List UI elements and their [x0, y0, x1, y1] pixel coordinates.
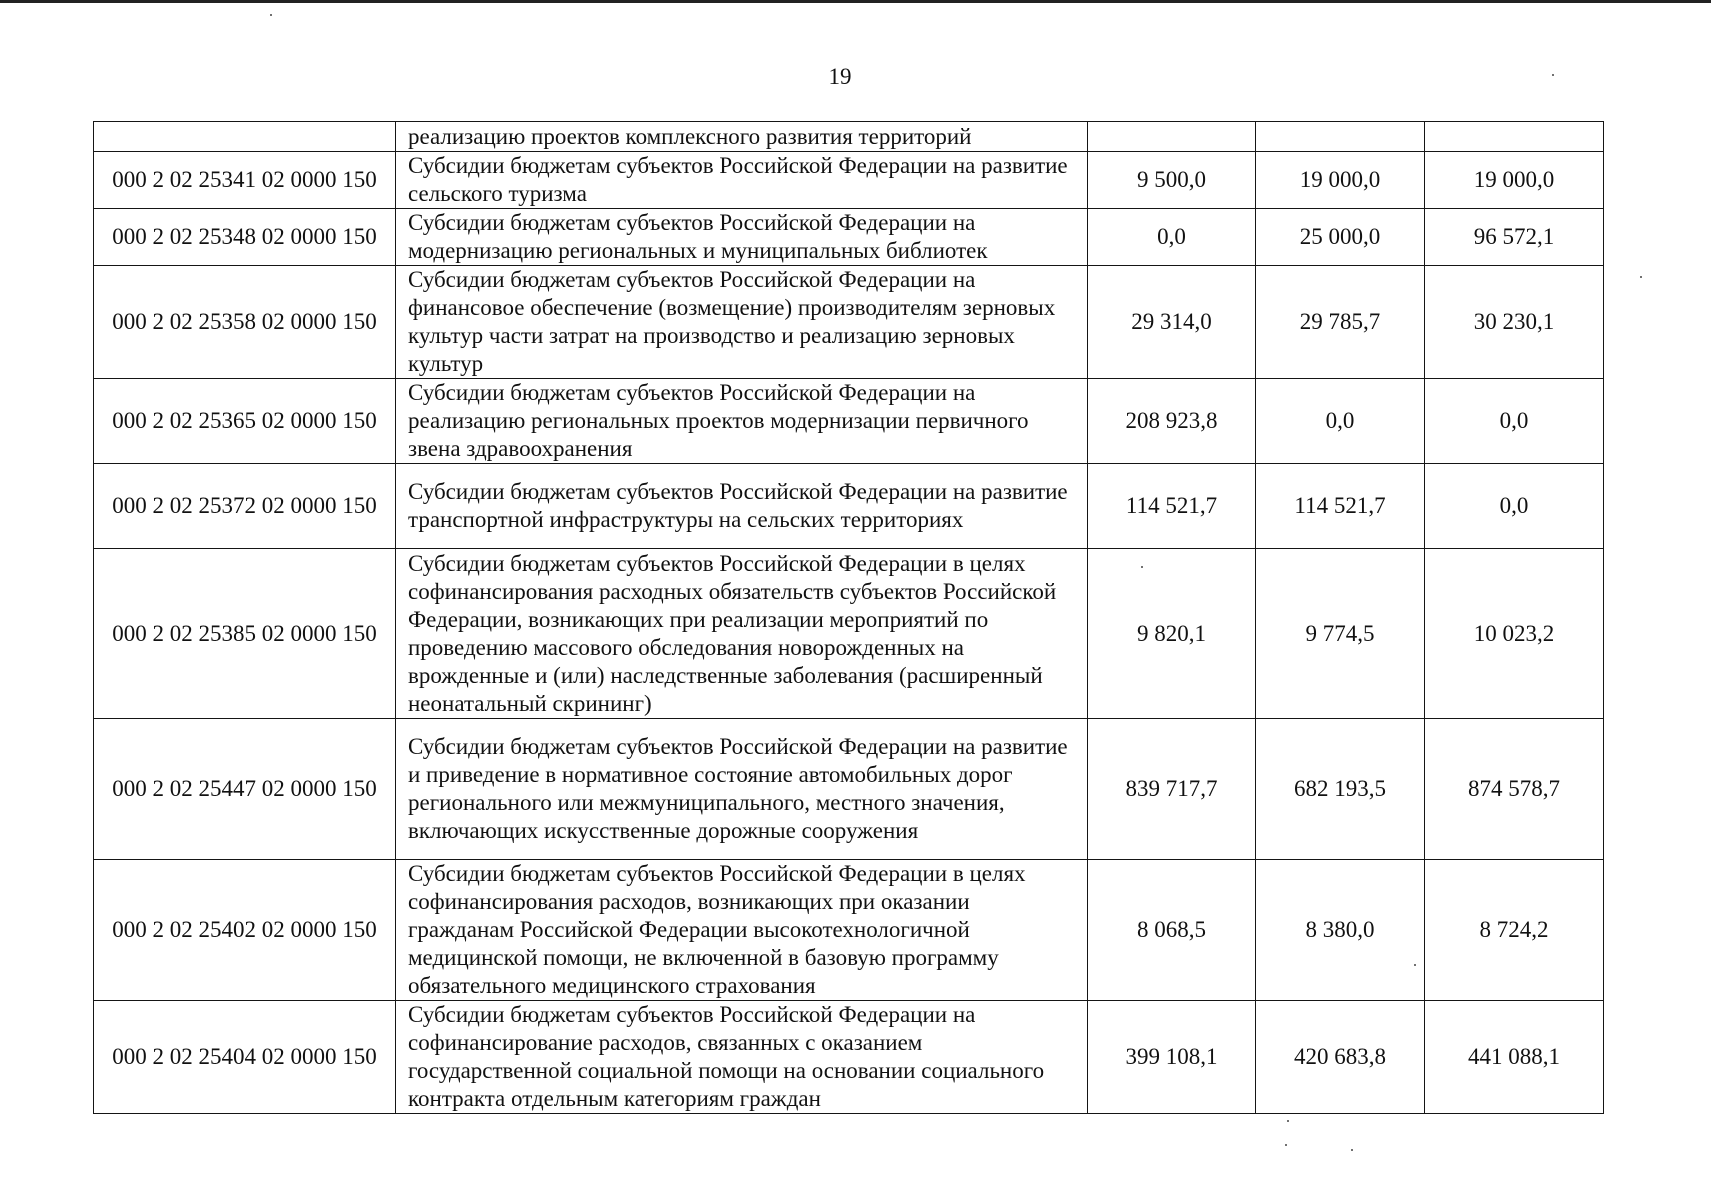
- amount-year-3: 874 578,7: [1425, 719, 1604, 860]
- scan-speck: [1351, 1149, 1353, 1151]
- table-row: [94, 719, 1604, 860]
- amount-year-1: 839 717,7: [1088, 719, 1256, 860]
- amount-year-2: 9 774,5: [1256, 549, 1425, 719]
- amount-year-1: 9 500,0: [1088, 152, 1256, 209]
- budget-code: 000 2 02 25402 02 0000 150: [94, 860, 396, 1001]
- amount-year-1: 399 108,1: [1088, 1001, 1256, 1114]
- budget-description: Субсидии бюджетам субъектов Российской Федерации на развитие транспортной инфраструктуры на сельских территориях: [396, 464, 1088, 549]
- amount-year-2: 25 000,0: [1256, 209, 1425, 266]
- amount-year-1: 0,0: [1088, 209, 1256, 266]
- budget-code: 000 2 02 25348 02 0000 150: [94, 209, 396, 266]
- table-row: [94, 209, 1604, 266]
- amount-year-3: 0,0: [1425, 464, 1604, 549]
- table-row: [94, 464, 1604, 549]
- amount-year-1: 114 521,7: [1088, 464, 1256, 549]
- scan-speck: [270, 14, 272, 16]
- amount-year-3: 96 572,1: [1425, 209, 1604, 266]
- scan-speck: [1287, 1120, 1289, 1122]
- table-row: [94, 379, 1604, 464]
- budget-description: Субсидии бюджетам субъектов Российской Федерации на софинансирование расходов, связанных с оказанием государственной социальной помощи на основании социального контракта отдельным категориям граждан: [396, 1001, 1088, 1114]
- page-number: 19: [828, 64, 852, 89]
- budget-description: Субсидии бюджетам субъектов Российской Федерации на развитие сельского туризма: [396, 152, 1088, 209]
- scan-speck: [1285, 1144, 1287, 1146]
- amount-year-3: 441 088,1: [1425, 1001, 1604, 1114]
- amount-year-3: 0,0: [1425, 379, 1604, 464]
- amount-year-1: [1088, 122, 1256, 152]
- budget-description: Субсидии бюджетам субъектов Российской Федерации на развитие и приведение в нормативное состояние автомобильных дорог регионального или межмуниципального, местного значения, включающих искусственные дорожные сооружения: [396, 719, 1088, 860]
- budget-description: Субсидии бюджетам субъектов Российской Федерации в целях софинансирования расходов, возникающих при оказании гражданам Российской Федерации высокотехнологичной медицинской помощи, не включенной в базовую программу обязательного медицинского страхования: [396, 860, 1088, 1001]
- table-row: [94, 549, 1604, 719]
- budget-code: 000 2 02 25358 02 0000 150: [94, 266, 396, 379]
- table-row: [94, 1001, 1604, 1114]
- scan-speck: [1414, 964, 1416, 966]
- amount-year-3: 30 230,1: [1425, 266, 1604, 379]
- budget-code: 000 2 02 25341 02 0000 150: [94, 152, 396, 209]
- scan-top-edge: [0, 0, 1711, 3]
- budget-description: Субсидии бюджетам субъектов Российской Федерации на модернизацию региональных и муниципальных библиотек: [396, 209, 1088, 266]
- amount-year-3: [1425, 122, 1604, 152]
- amount-year-1: 9 820,1: [1088, 549, 1256, 719]
- amount-year-2: 0,0: [1256, 379, 1425, 464]
- scan-speck: [1552, 74, 1554, 76]
- budget-description: Субсидии бюджетам субъектов Российской Федерации на реализацию региональных проектов модернизации первичного звена здравоохранения: [396, 379, 1088, 464]
- budget-description: Субсидии бюджетам субъектов Российской Федерации на финансовое обеспечение (возмещение) производителям зерновых культур части затрат на производство и реализацию зерновых культур: [396, 266, 1088, 379]
- amount-year-2: 420 683,8: [1256, 1001, 1425, 1114]
- amount-year-2: 114 521,7: [1256, 464, 1425, 549]
- amount-year-3: 8 724,2: [1425, 860, 1604, 1001]
- budget-code: 000 2 02 25385 02 0000 150: [94, 549, 396, 719]
- amount-year-3: 19 000,0: [1425, 152, 1604, 209]
- scan-speck: [1640, 276, 1642, 278]
- budget-code: [94, 122, 396, 152]
- table-row: [94, 266, 1604, 379]
- budget-code: 000 2 02 25404 02 0000 150: [94, 1001, 396, 1114]
- budget-description: Субсидии бюджетам субъектов Российской Федерации в целях софинансирования расходных обязательств субъектов Российской Федерации, возникающих при реализации мероприятий по проведению массового обследования новорожденных на врожденные и (или) наследственные заболевания (расширенный неонатальный скрининг): [396, 549, 1088, 719]
- amount-year-3: 10 023,2: [1425, 549, 1604, 719]
- amount-year-1: 208 923,8: [1088, 379, 1256, 464]
- table-row: [94, 152, 1604, 209]
- amount-year-2: [1256, 122, 1425, 152]
- amount-year-2: 19 000,0: [1256, 152, 1425, 209]
- table-row: [94, 122, 1604, 152]
- budget-code: 000 2 02 25365 02 0000 150: [94, 379, 396, 464]
- budget-description: реализацию проектов комплексного развития территорий: [396, 122, 1088, 152]
- amount-year-1: 29 314,0: [1088, 266, 1256, 379]
- budget-code: 000 2 02 25372 02 0000 150: [94, 464, 396, 549]
- amount-year-2: 682 193,5: [1256, 719, 1425, 860]
- budget-table: [93, 121, 1604, 1114]
- scan-speck: [1141, 566, 1143, 568]
- budget-code: 000 2 02 25447 02 0000 150: [94, 719, 396, 860]
- table-row: [94, 860, 1604, 1001]
- amount-year-2: 8 380,0: [1256, 860, 1425, 1001]
- amount-year-1: 8 068,5: [1088, 860, 1256, 1001]
- amount-year-2: 29 785,7: [1256, 266, 1425, 379]
